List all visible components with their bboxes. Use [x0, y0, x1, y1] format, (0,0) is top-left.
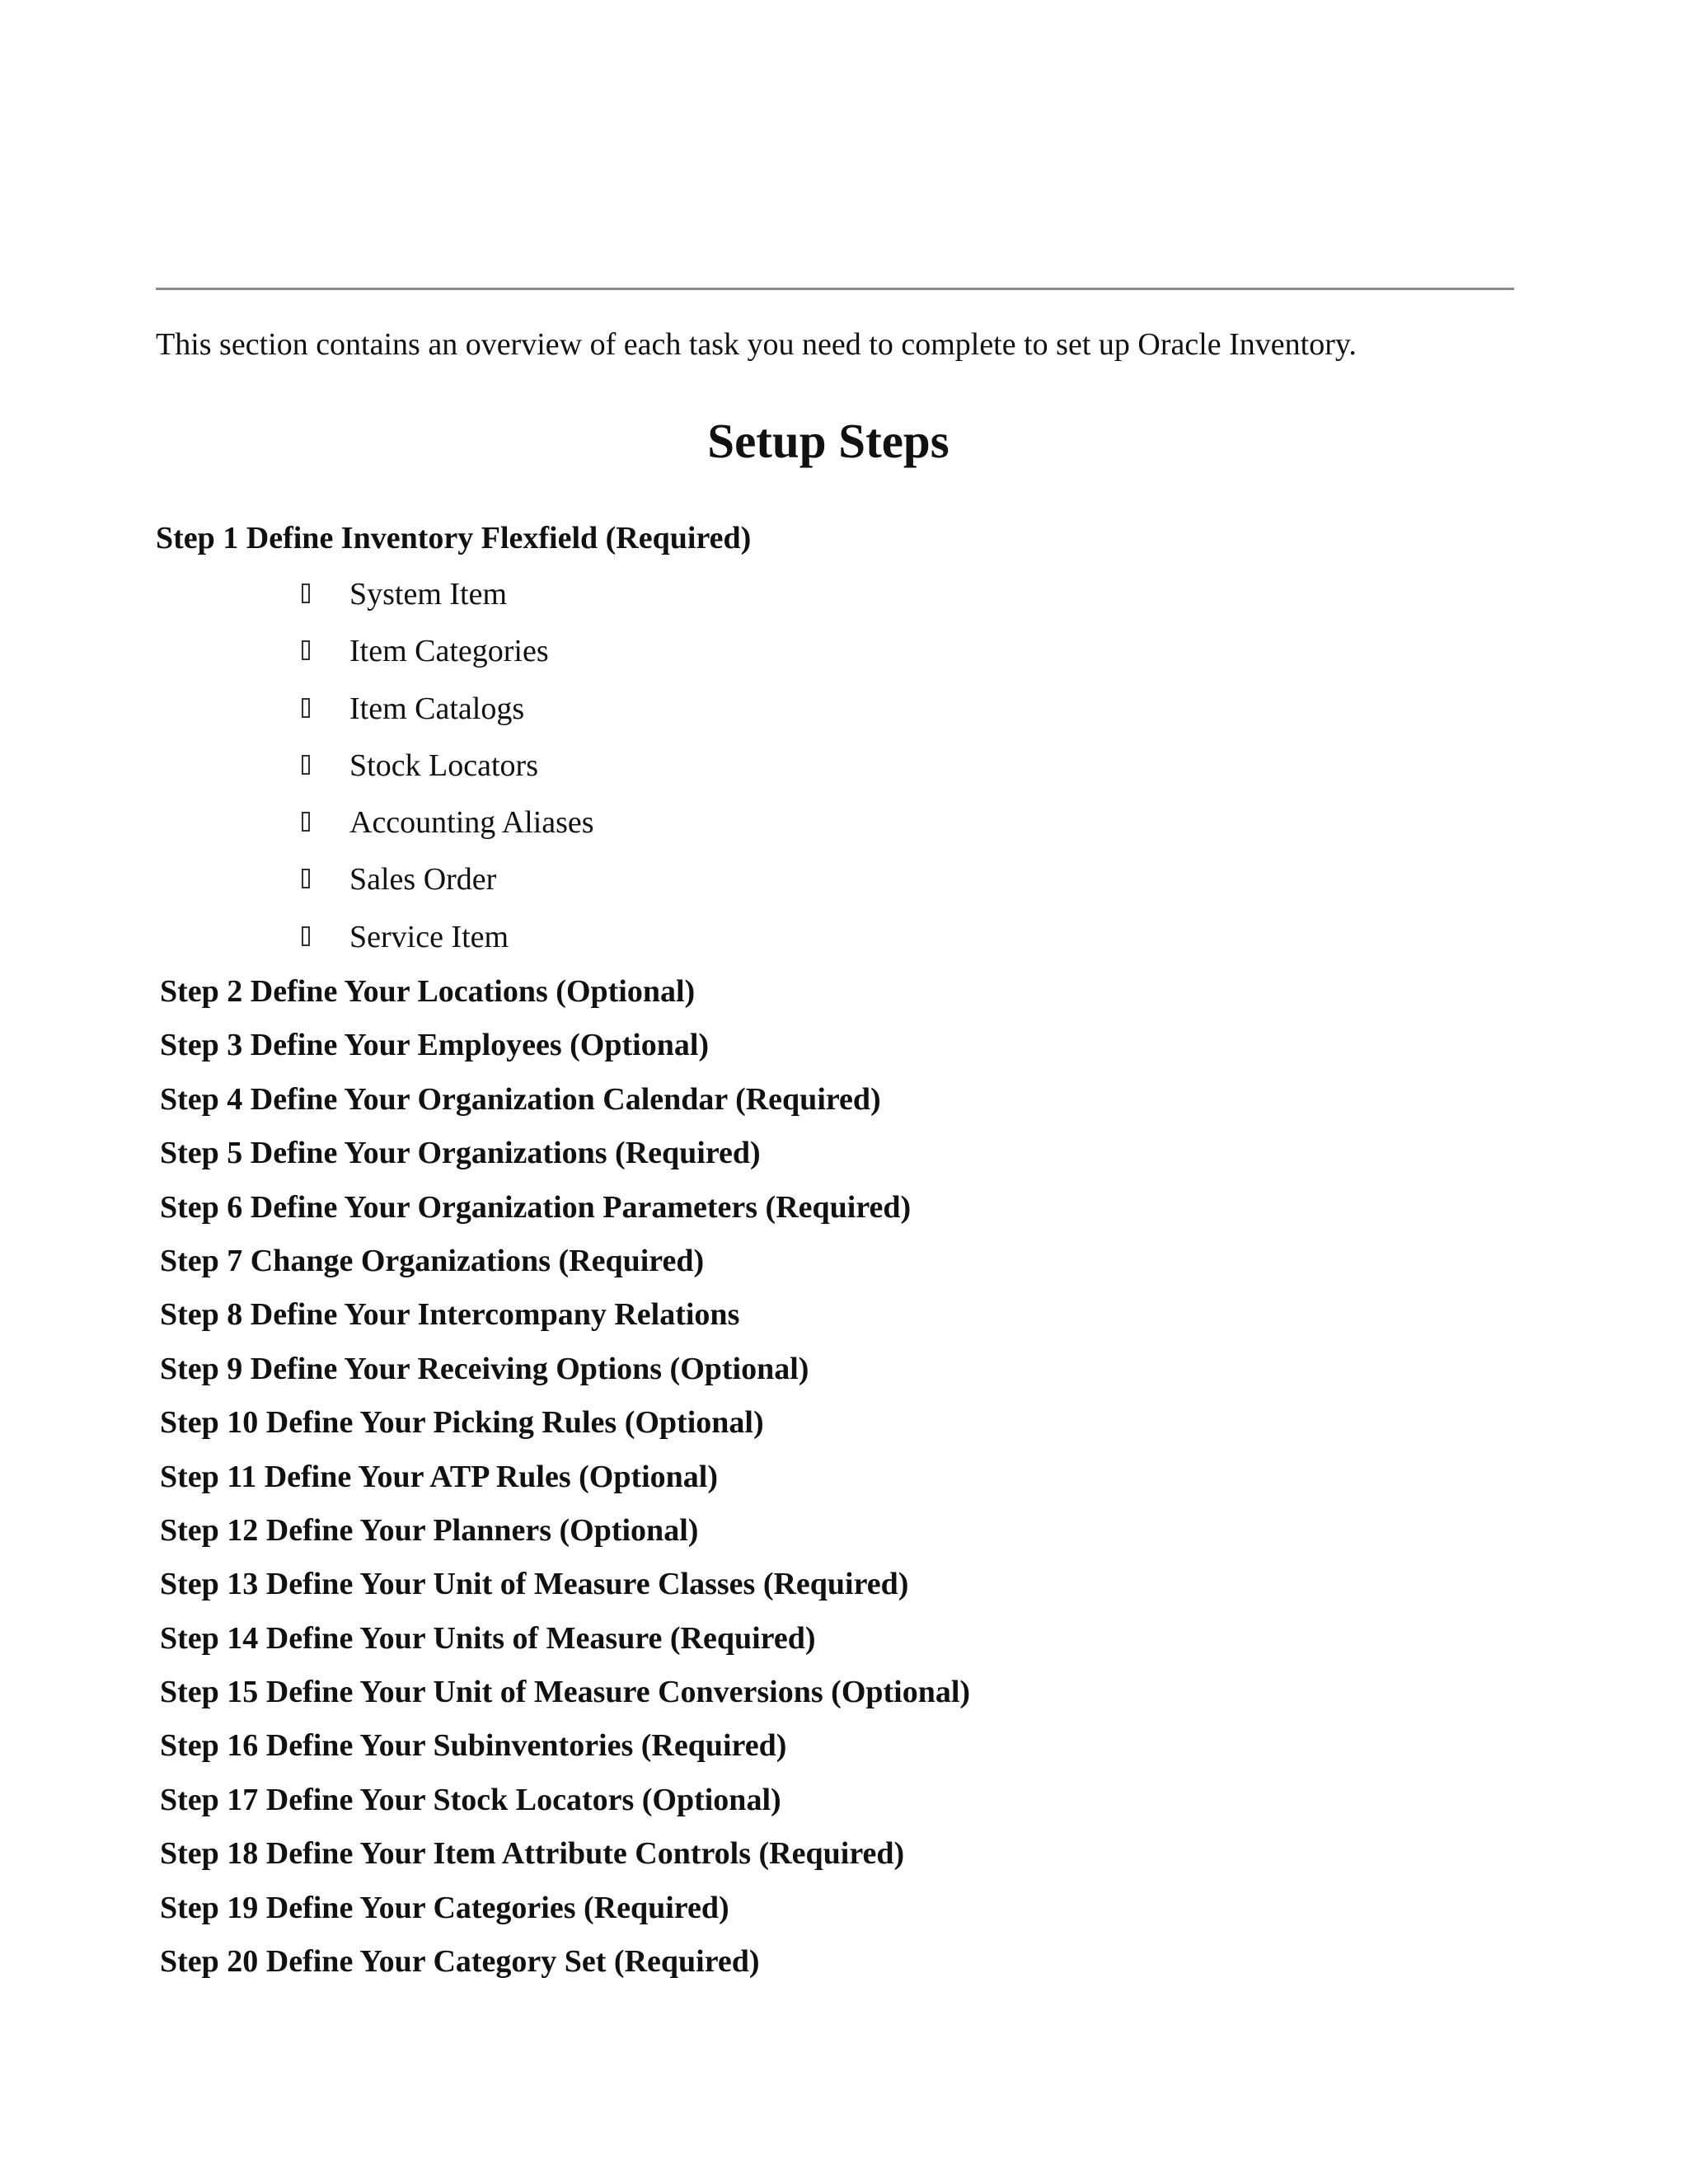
step-3: Step 3 Define Your Employees (Optional) — [160, 1028, 710, 1063]
step-8: Step 8 Define Your Intercompany Relations — [160, 1297, 740, 1333]
subitem-stock-locators — [0, 747, 989, 804]
step-20: Step 20 Define Your Category Set (Required) — [160, 1944, 760, 1980]
step-17: Step 17 Define Your Stock Locators (Optional) — [160, 1782, 781, 1817]
square-bullet-icon — [302, 926, 310, 946]
subitem-accounting-aliases — [0, 804, 989, 860]
subitem-item-catalogs — [0, 690, 989, 747]
square-bullet-icon — [302, 812, 310, 832]
setup-steps-list — [160, 972, 970, 1996]
subitem-service-item — [0, 918, 989, 975]
subitem-label: Item Catalogs — [349, 691, 525, 726]
square-bullet-icon — [302, 640, 310, 660]
subitem-item-categories — [0, 632, 989, 689]
subitem-label: Sales Order — [349, 862, 497, 898]
subitem-system-item — [0, 575, 989, 632]
square-bullet-icon — [302, 583, 310, 603]
step-11: Step 11 Define Your ATP Rules (Optional) — [160, 1459, 719, 1494]
step-1-subitem-list — [0, 575, 989, 975]
section-title: Setup Steps — [707, 414, 950, 468]
step-5: Step 5 Define Your Organizations (Required) — [160, 1136, 761, 1171]
subitem-label: Accounting Aliases — [349, 805, 594, 841]
step-16: Step 16 Define Your Subinventories (Required) — [160, 1728, 787, 1764]
step-9: Step 9 Define Your Receiving Options (Optional) — [160, 1351, 809, 1386]
step-14: Step 14 Define Your Units of Measure (Required) — [160, 1620, 816, 1656]
subitem-sales-order — [0, 860, 989, 917]
step-1-heading: Step 1 Define Inventory Flexfield (Required) — [156, 521, 752, 555]
subitem-label: System Item — [349, 577, 508, 612]
subitem-label: Stock Locators — [349, 748, 539, 783]
step-7: Step 7 Change Organizations (Required) — [160, 1243, 705, 1278]
step-4: Step 4 Define Your Organization Calendar (Required) — [160, 1081, 881, 1117]
step-2: Step 2 Define Your Locations (Optional) — [160, 974, 696, 1009]
step-18: Step 18 Define Your Item Attribute Controls (Required) — [160, 1836, 905, 1872]
subitem-label: Item Categories — [349, 634, 549, 669]
step-10: Step 10 Define Your Picking Rules (Optional) — [160, 1405, 764, 1441]
step-12: Step 12 Define Your Planners (Optional) — [160, 1512, 699, 1548]
step-15: Step 15 Define Your Unit of Measure Conversions (Optional) — [160, 1675, 971, 1710]
square-bullet-icon — [302, 755, 310, 775]
square-bullet-icon — [302, 869, 310, 888]
step-19: Step 19 Define Your Categories (Required) — [160, 1890, 729, 1925]
square-bullet-icon — [302, 698, 310, 718]
subitem-label: Service Item — [349, 919, 509, 954]
step-13: Step 13 Define Your Unit of Measure Classes (Required) — [160, 1567, 909, 1602]
intro-paragraph: This section contains an overview of each task you need to complete to set up Oracle Inventory. — [156, 327, 1357, 362]
step-6: Step 6 Define Your Organization Parameters (Required) — [160, 1189, 912, 1225]
horizontal-rule — [156, 288, 1514, 290]
